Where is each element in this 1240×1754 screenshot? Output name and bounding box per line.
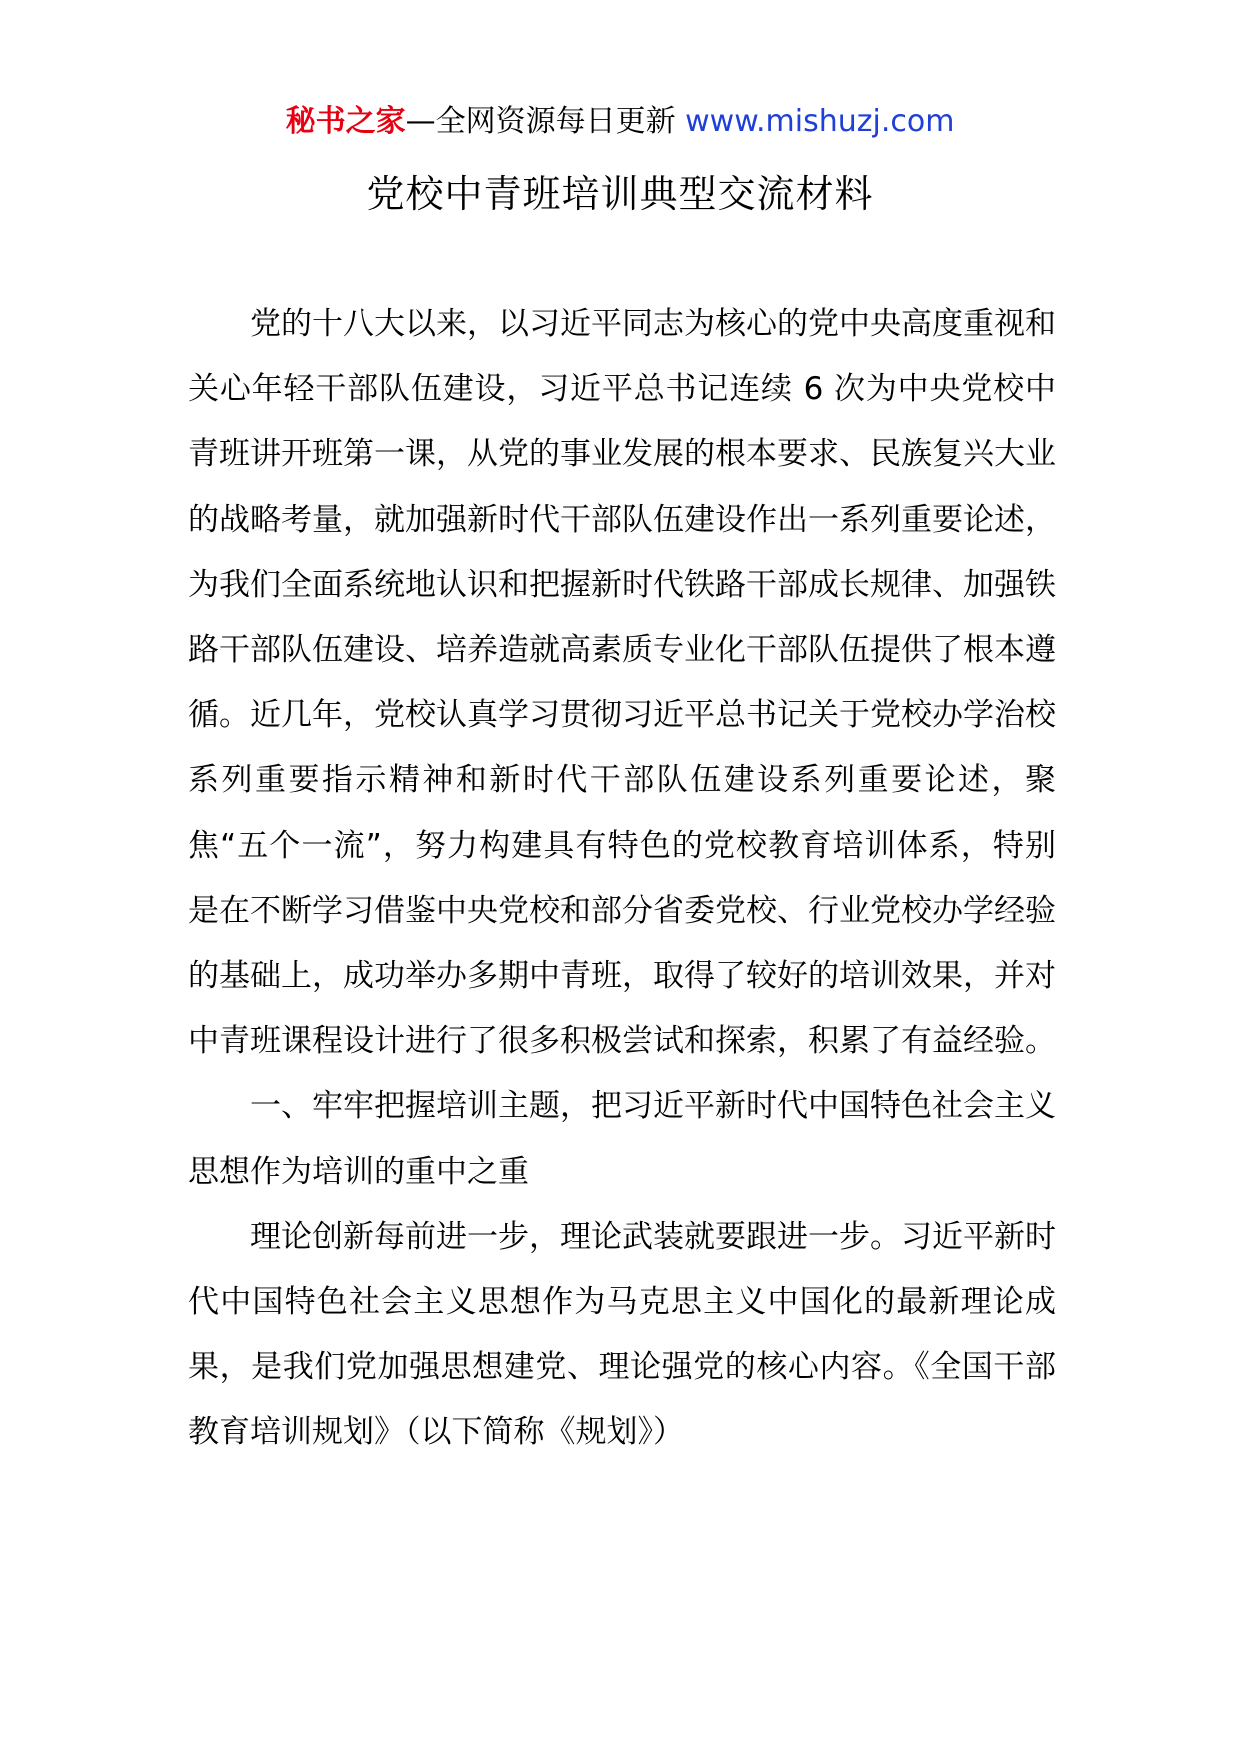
site-slogan: —全网资源每日更新 <box>405 104 686 139</box>
document-body <box>188 292 1056 1466</box>
paragraph-section-1: 理论创新每前进一步，理论武装就要跟进一步。习近平新时代中国特色社会主义思想作为马克思主义中国化的最新理论成果，是我们党加强思想建党、理论强党的核心内容。《全国干部教育培训规划》（以下简称《规划》） <box>188 1218 1056 1451</box>
section-heading-1: 一、牢牢把握培训主题，把习近平新时代中国特色社会主义思想作为培训的重中之重 <box>188 1088 1056 1190</box>
site-brand: 秘书之家 <box>285 104 406 139</box>
site-url-link[interactable]: www.mishuzj.com <box>685 104 955 139</box>
site-header <box>0 100 1240 144</box>
paragraph-intro: 党的十八大以来，以习近平同志为核心的党中央高度重视和关心年轻干部队伍建设，习近平总书记连续 6 次为中央党校中青班讲开班第一课，从党的事业发展的根本要求、民族复兴大业的战略考量，就加强新时代干部队伍建设作出一系列重要论述，为我们全面系统地认识和把握新时代铁路干部成长规律、加强铁路干部队伍建设、培养造就高素质专业化干部队伍提供了根本遵循。近几年，党校认真学习贯彻习近平总书记关于党校办学治校系列重要指示精神和新时代干部队伍建设系列重要论述，聚焦“五个一流”，努力构建具有特色的党校教育培训体系，特别是在不断学习借鉴中央党校和部分省委党校、行业党校办学经验的基础上，成功举办多期中青班，取得了较好的培训效果，并对中青班课程设计进行了很多积极尝试和探索，积累了有益经验。 <box>188 306 1056 1060</box>
document-title: 党校中青班培训典型交流材料 <box>366 172 874 216</box>
